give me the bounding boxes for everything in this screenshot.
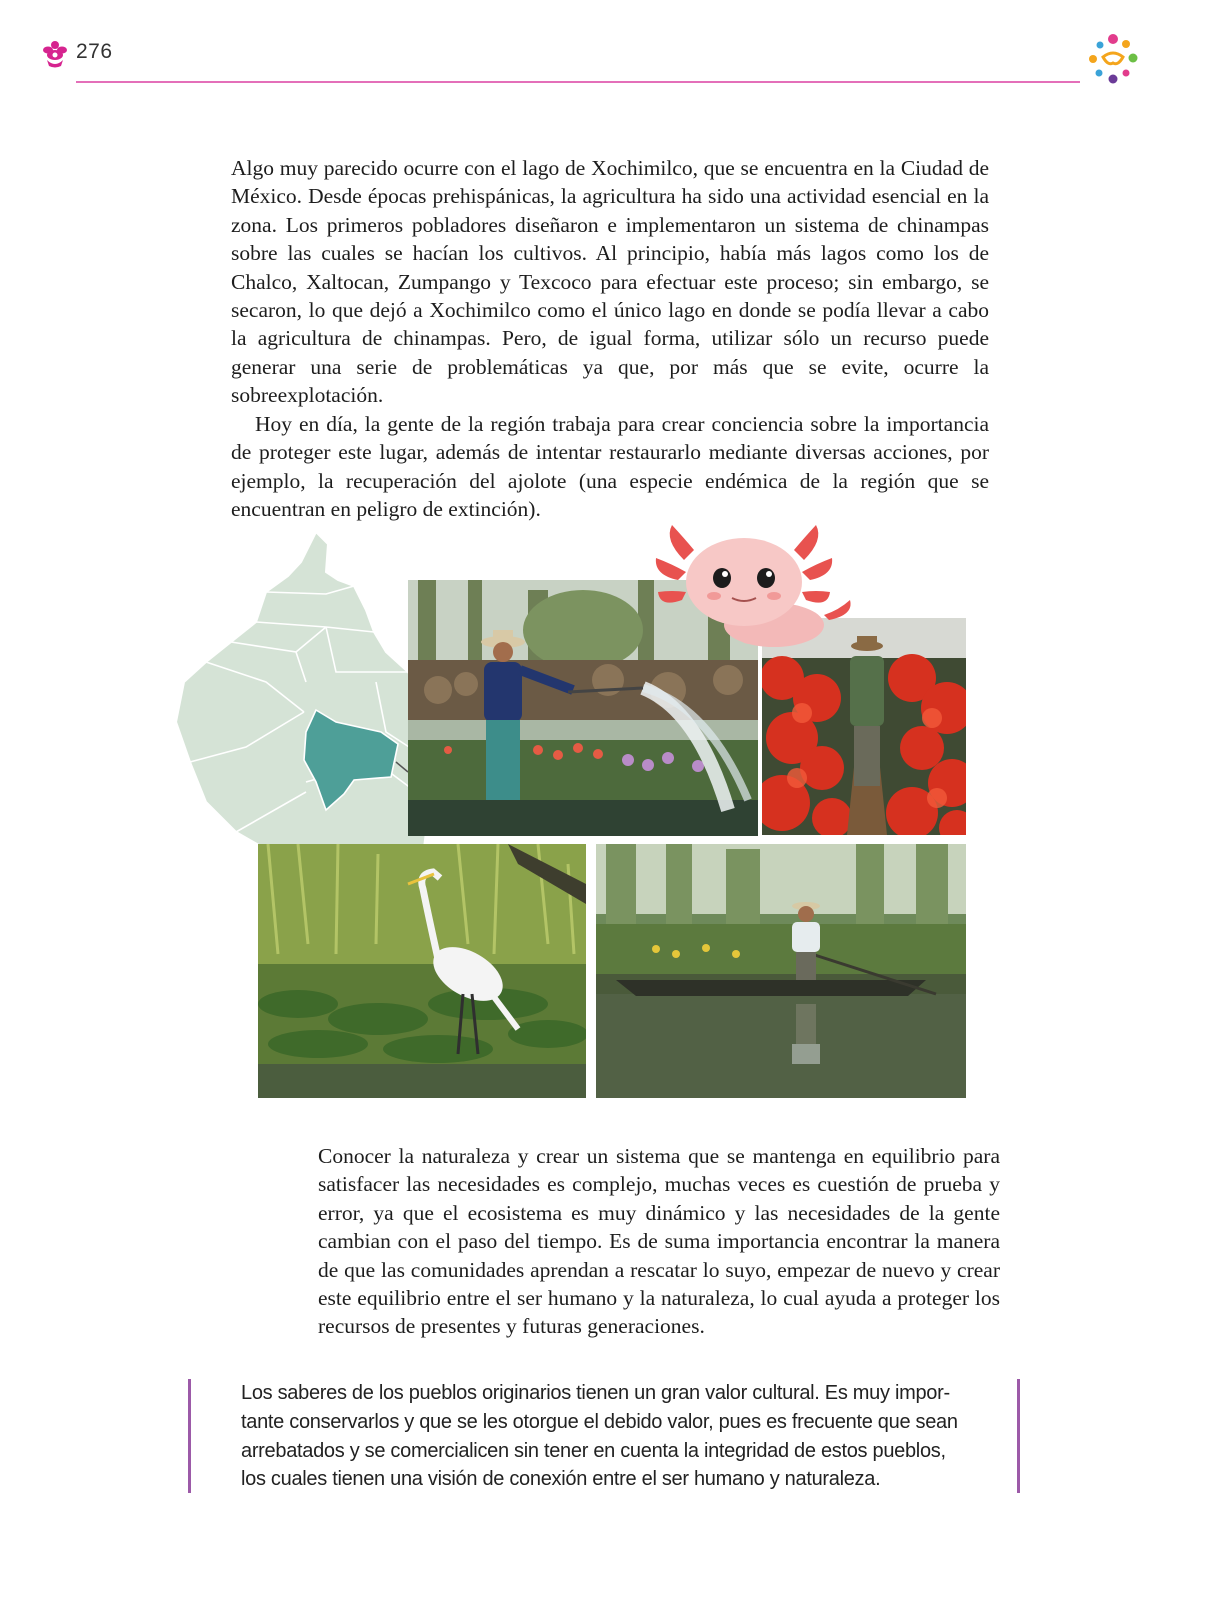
cultural-note-box	[188, 1379, 1020, 1493]
axolotl-illustration	[654, 520, 854, 660]
xochimilco-collage	[176, 532, 992, 1122]
colorful-dots-logo-icon	[1086, 33, 1140, 85]
white-egret-photo	[258, 844, 586, 1098]
trajinera-boat-photo	[596, 844, 966, 1098]
mexico-city-map	[176, 532, 426, 877]
page-number: 276	[76, 40, 113, 63]
body-paragraph-1: Algo muy parecido ocurre con el lago de Xochimilco, que se encuentra en la Ciudad de México. Desde épocas prehispánicas, la agricultura ha sido una actividad esencial en la zona. Los primeros pobladores diseñaron e implementaron un sistema de chinampas sobre las cuales se hacían los cultivos. Al principio, había más lagos como los de Chalco, Xaltocan, Zumpango y Texcoco para efectuar este proceso; sin embargo, se secaron, lo que dejó a Xochimilco como el único lago en donde se podía llevar a cabo la agricultura de chinampas. Pero, de igual forma, utilizar sólo un recurso puede generar una serie de problemáticas ya que, por más que se evite, ocurre la sobreexplotación.	[231, 156, 989, 408]
flower-ornament-icon	[42, 40, 68, 68]
body-paragraph-2: Hoy en día, la gente de la región trabaja para crear conciencia sobre la importancia de proteger este lugar, además de intentar restaurarlo mediante diversas acciones, por ejemplo, la recuperación del ajolote (una especie endémica de la región que se encuentran en peligro de extinción).	[231, 412, 989, 522]
body-paragraph-3: Conocer la naturaleza y crear un sistema que se mantenga en equilibrio para satisfacer las necesidades es complejo, muchas veces es cuestión de prueba y error, ya que el ecosistema es muy dinámico y las necesidades de la gente cambian con el paso del tiempo. Es de suma importancia encontrar la manera de que las comunidades aprendan a rescatar lo suyo, empezar de nuevo y crear este equilibrio entre el ser humano y la naturaleza, lo cual ayuda a proteger los recursos de presentes y futuras generaciones.	[318, 1144, 1000, 1339]
header-rule	[76, 81, 1080, 83]
cultural-note-text: Los saberes de los pueblos originarios tienen un gran valor cultural. Es muy importante conservarlos y que se les otorgue el debido valor, pues es frecuente que sean arrebatados y se comercialicen sin tener en cuenta la integridad de estos pueblos, los cuales tienen una visión de conexión entre el ser humano y naturaleza.	[241, 1382, 958, 1491]
